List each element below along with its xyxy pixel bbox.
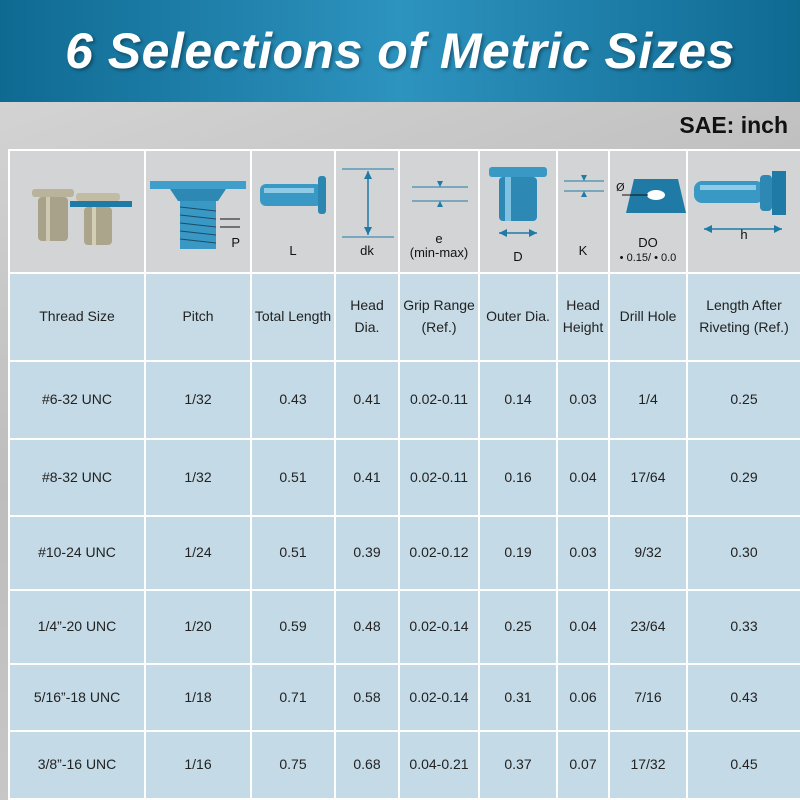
table-cell: 0.02-0.12 (399, 516, 479, 590)
table-cell: 0.48 (335, 590, 399, 664)
after-riveting-symbol: h (740, 226, 748, 242)
table-cell: 9/32 (609, 516, 687, 590)
header-cell: Pitch (145, 273, 251, 361)
table-cell: 1/32 (145, 439, 251, 517)
table-cell: 0.43 (251, 361, 335, 439)
table-cell: 0.30 (687, 516, 800, 590)
table-row (9, 731, 800, 799)
table-cell: 0.41 (335, 361, 399, 439)
table-cell: 0.03 (557, 361, 609, 439)
grip-symbol: e (435, 230, 443, 246)
table-cell: 0.04 (557, 439, 609, 517)
table-cell: 1/32 (145, 361, 251, 439)
header-cell: Total Length (251, 273, 335, 361)
outer-dia-symbol: D (513, 248, 523, 264)
drill-hole-icon (612, 171, 688, 221)
table-cell: 0.68 (335, 731, 399, 799)
pitch-symbol: P (231, 234, 240, 250)
table-cell: 0.06 (557, 664, 609, 732)
table-cell: #8-32 UNC (9, 439, 145, 517)
head-height-icon (560, 171, 608, 211)
table-cell: 0.04-0.21 (399, 731, 479, 799)
table-cell: 0.51 (251, 439, 335, 517)
table-cell: 0.51 (251, 516, 335, 590)
table-cell: 0.02-0.11 (399, 361, 479, 439)
length-diagram (251, 150, 335, 273)
header-cell: Thread Size (9, 273, 145, 361)
head-dia-diagram (335, 150, 399, 273)
header-cell: Head Dia. (335, 273, 399, 361)
table-cell: 1/18 (145, 664, 251, 732)
spec-table (8, 149, 800, 800)
table-cell: 0.02-0.11 (399, 439, 479, 517)
table-row (9, 664, 800, 732)
table-cell: 0.75 (251, 731, 335, 799)
pitch-diagram (145, 150, 251, 273)
table-cell: 0.58 (335, 664, 399, 732)
outer-dia-icon (483, 163, 553, 243)
table-cell: 1/4”-20 UNC (9, 590, 145, 664)
table-cell: 23/64 (609, 590, 687, 664)
table-cell: 0.33 (687, 590, 800, 664)
table-cell: 0.43 (687, 664, 800, 732)
head-height-diagram (557, 150, 609, 273)
title-banner (0, 0, 800, 102)
table-cell: 0.14 (479, 361, 557, 439)
header-cell: Length After Riveting (Ref.) (687, 273, 800, 361)
head-dia-icon (338, 163, 398, 243)
table-cell: 0.59 (251, 590, 335, 664)
rivet-nut-photo-icon (12, 161, 138, 261)
table-cell: 0.04 (557, 590, 609, 664)
table-cell: 17/64 (609, 439, 687, 517)
table-cell: 0.45 (687, 731, 800, 799)
grip-range-icon (402, 171, 478, 221)
drill-hole-diagram (609, 150, 687, 273)
head-dia-symbol: dk (360, 242, 374, 258)
table-row (9, 439, 800, 517)
table-row (9, 361, 800, 439)
head-height-symbol: K (578, 242, 588, 258)
diagram-row (9, 150, 800, 273)
after-riveting-diagram (687, 150, 800, 273)
table-cell: 0.19 (479, 516, 557, 590)
table-cell: 1/16 (145, 731, 251, 799)
drill-tolerance: • 0.15/ • 0.0 (619, 251, 677, 264)
table-cell: #10-24 UNC (9, 516, 145, 590)
table-cell: 0.07 (557, 731, 609, 799)
header-cell: Outer Dia. (479, 273, 557, 361)
table-cell: 0.71 (251, 664, 335, 732)
table-cell: 0.02-0.14 (399, 664, 479, 732)
outer-dia-diagram (479, 150, 557, 273)
table-cell: 1/24 (145, 516, 251, 590)
length-symbol: L (289, 242, 297, 258)
table-cell: 1/4 (609, 361, 687, 439)
unit-label: SAE: inch (679, 112, 788, 138)
header-row (9, 273, 800, 361)
drill-dia-symbol: Ø (616, 181, 625, 195)
table-cell: 17/32 (609, 731, 687, 799)
table-cell: 7/16 (609, 664, 687, 732)
drill-symbol: DO (638, 234, 658, 250)
table-cell: 0.03 (557, 516, 609, 590)
banner-title: 6 Selections of Metric Sizes (65, 23, 735, 79)
header-cell: Head Height (557, 273, 609, 361)
table-cell: 0.25 (687, 361, 800, 439)
table-row (9, 516, 800, 590)
table-cell: 5/16”-18 UNC (9, 664, 145, 732)
table-cell: 0.29 (687, 439, 800, 517)
table-cell: 3/8”-16 UNC (9, 731, 145, 799)
table-cell: 0.31 (479, 664, 557, 732)
rivet-nut-photo (9, 150, 145, 273)
table-cell: 0.16 (479, 439, 557, 517)
grip-range-diagram (399, 150, 479, 273)
grip-note: (min-max) (409, 244, 469, 260)
header-cell: Drill Hole (609, 273, 687, 361)
table-cell: 0.02-0.14 (399, 590, 479, 664)
header-cell: Grip Range (Ref.) (399, 273, 479, 361)
table-cell: 0.25 (479, 590, 557, 664)
length-icon (254, 166, 334, 236)
table-row (9, 590, 800, 664)
table-cell: #6-32 UNC (9, 361, 145, 439)
table-cell: 0.41 (335, 439, 399, 517)
table-cell: 0.39 (335, 516, 399, 590)
table-cell: 0.37 (479, 731, 557, 799)
table-cell: 1/20 (145, 590, 251, 664)
